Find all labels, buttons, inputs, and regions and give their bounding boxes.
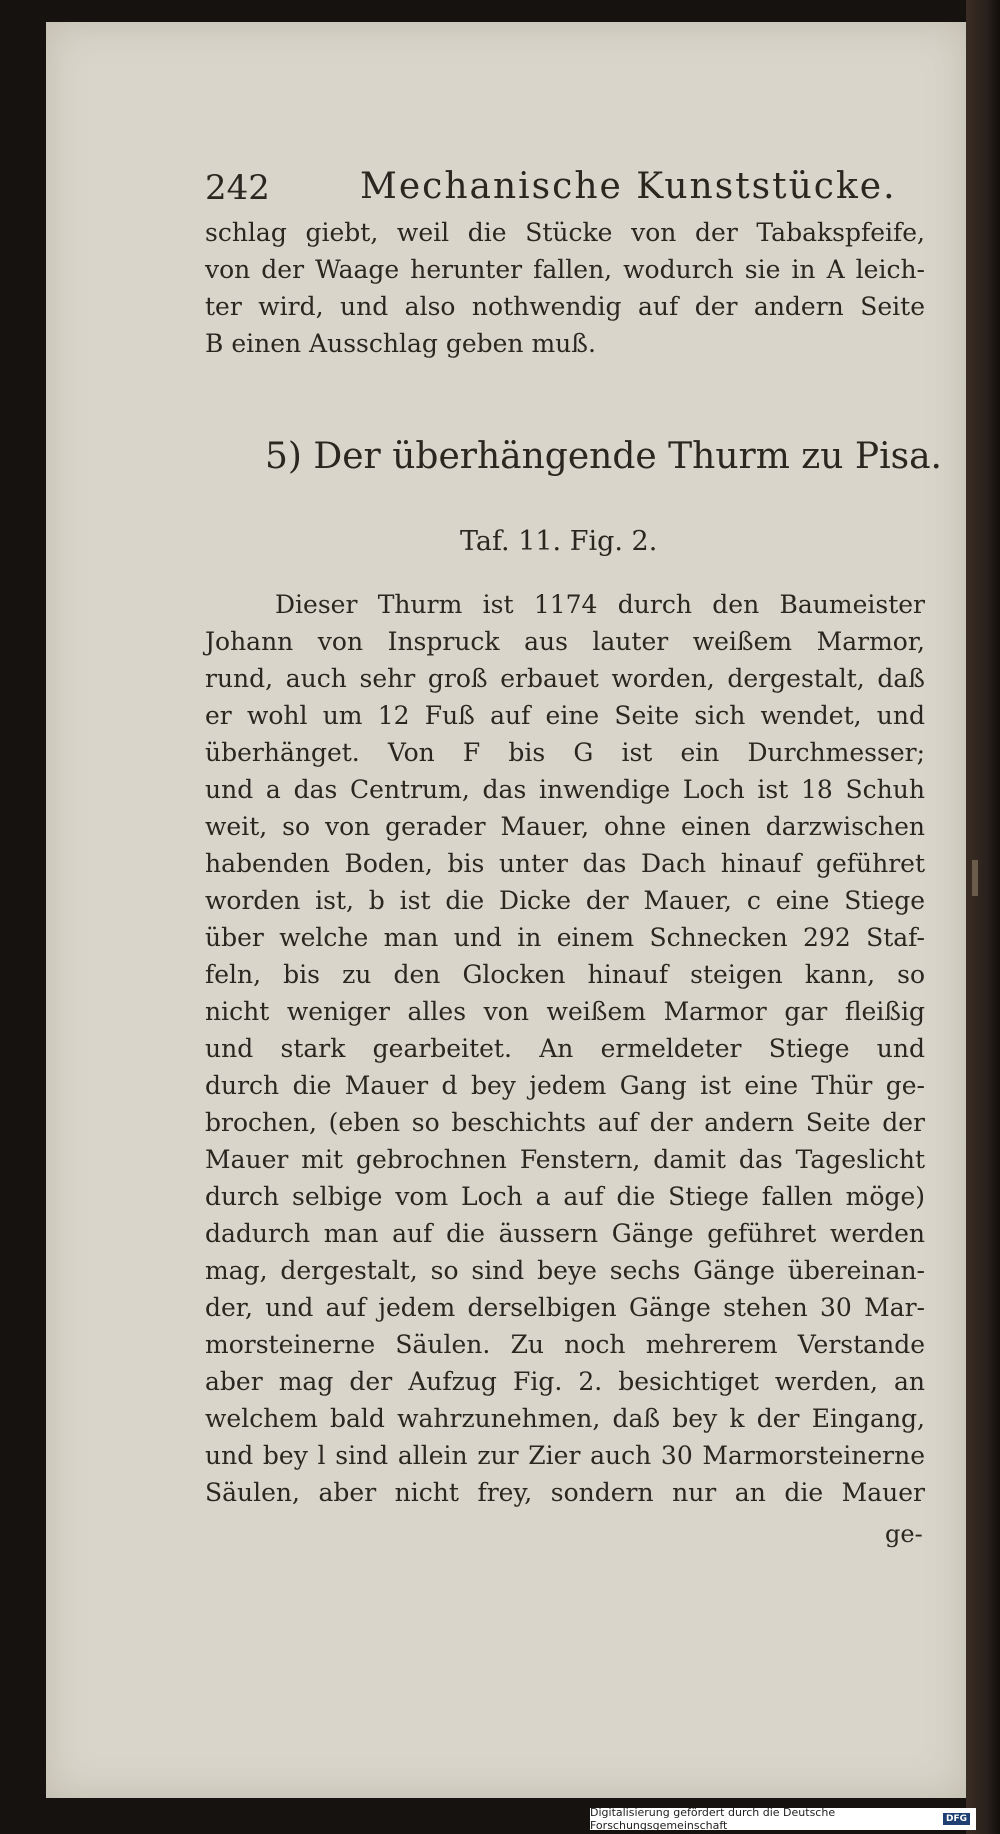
text-line: rund, auch sehr groß erbauet worden, dergestalt, daß bbox=[205, 664, 925, 693]
text-line: weit, so von gerader Mauer, ohne einen darzwischen bbox=[205, 812, 925, 841]
text-line: B einen Ausschlag geben muß. bbox=[205, 329, 596, 358]
text-line: dadurch man auf die äussern Gänge geführet werden bbox=[205, 1219, 925, 1248]
text-line: habenden Boden, bis unter das Dach hinauf geführet bbox=[205, 849, 925, 878]
running-head bbox=[165, 150, 947, 210]
text-line: Dieser Thurm ist 1174 durch den Baumeister bbox=[275, 590, 925, 619]
text-line: der, und auf jedem derselbigen Gänge stehen 30 Mar- bbox=[205, 1293, 925, 1322]
footer-text: Digitalisierung gefördert durch die Deutsche Forschungsgemeinschaft bbox=[590, 1806, 836, 1832]
text-line: durch die Mauer d bey jedem Gang ist eine Thür ge- bbox=[205, 1071, 925, 1100]
text-line: von der Waage herunter fallen, wodurch sie in A leich- bbox=[205, 255, 925, 284]
text-line: überhänget. Von F bis G ist ein Durchmesser; bbox=[205, 738, 925, 767]
text-line: feln, bis zu den Glocken hinauf steigen kann, so bbox=[205, 960, 925, 989]
text-line: er wohl um 12 Fuß auf eine Seite sich wendet, und bbox=[205, 701, 925, 730]
text-line: und stark gearbeitet. An ermeldeter Stiege und bbox=[205, 1034, 925, 1063]
text-line: und bey l sind allein zur Zier auch 30 Marmorsteinerne bbox=[205, 1441, 925, 1470]
text-line: worden ist, b ist die Dicke der Mauer, c eine Stiege bbox=[205, 886, 925, 915]
text-line: aber mag der Aufzug Fig. 2. besichtiget werden, an bbox=[205, 1367, 925, 1396]
text-line: über welche man und in einem Schnecken 292 Staf- bbox=[205, 923, 925, 952]
dfg-logo: DFG bbox=[943, 1813, 970, 1825]
book-edge bbox=[966, 0, 1000, 1834]
text-line: brochen, (eben so beschichts auf der andern Seite der bbox=[205, 1108, 925, 1137]
text-line: und a das Centrum, das inwendige Loch ist 18 Schuh bbox=[205, 775, 925, 804]
section-heading: 5) Der überhängende Thurm zu Pisa. bbox=[265, 436, 943, 477]
edge-tab bbox=[972, 860, 978, 896]
catchword: ge- bbox=[885, 1520, 923, 1548]
running-title: Mechanische Kunststücke. bbox=[360, 166, 897, 207]
text-line: Säulen, aber nicht frey, sondern nur an die Mauer bbox=[205, 1478, 925, 1507]
text-line: Johann von Inspruck aus lauter weißem Marmor, bbox=[205, 627, 925, 656]
text-line: durch selbige vom Loch a auf die Stiege fallen möge) bbox=[205, 1182, 925, 1211]
book-page bbox=[46, 22, 966, 1798]
text-line: mag, dergestalt, so sind beye sechs Gänge übereinan- bbox=[205, 1256, 925, 1285]
text-line: nicht weniger alles von weißem Marmor gar fleißig bbox=[205, 997, 925, 1026]
digitization-footer bbox=[590, 1808, 976, 1830]
text-line: ter wird, und also nothwendig auf der andern Seite bbox=[205, 292, 925, 321]
text-line: welchem bald wahrzunehmen, daß bey k der Eingang, bbox=[205, 1404, 925, 1433]
figure-reference: Taf. 11. Fig. 2. bbox=[460, 526, 658, 557]
text-line: morsteinerne Säulen. Zu noch mehrerem Verstande bbox=[205, 1330, 925, 1359]
text-line: schlag giebt, weil die Stücke von der Tabakspfeife, bbox=[205, 218, 925, 247]
page-number: 242 bbox=[205, 168, 270, 208]
text-line: Mauer mit gebrochnen Fenstern, damit das Tageslicht bbox=[205, 1145, 925, 1174]
